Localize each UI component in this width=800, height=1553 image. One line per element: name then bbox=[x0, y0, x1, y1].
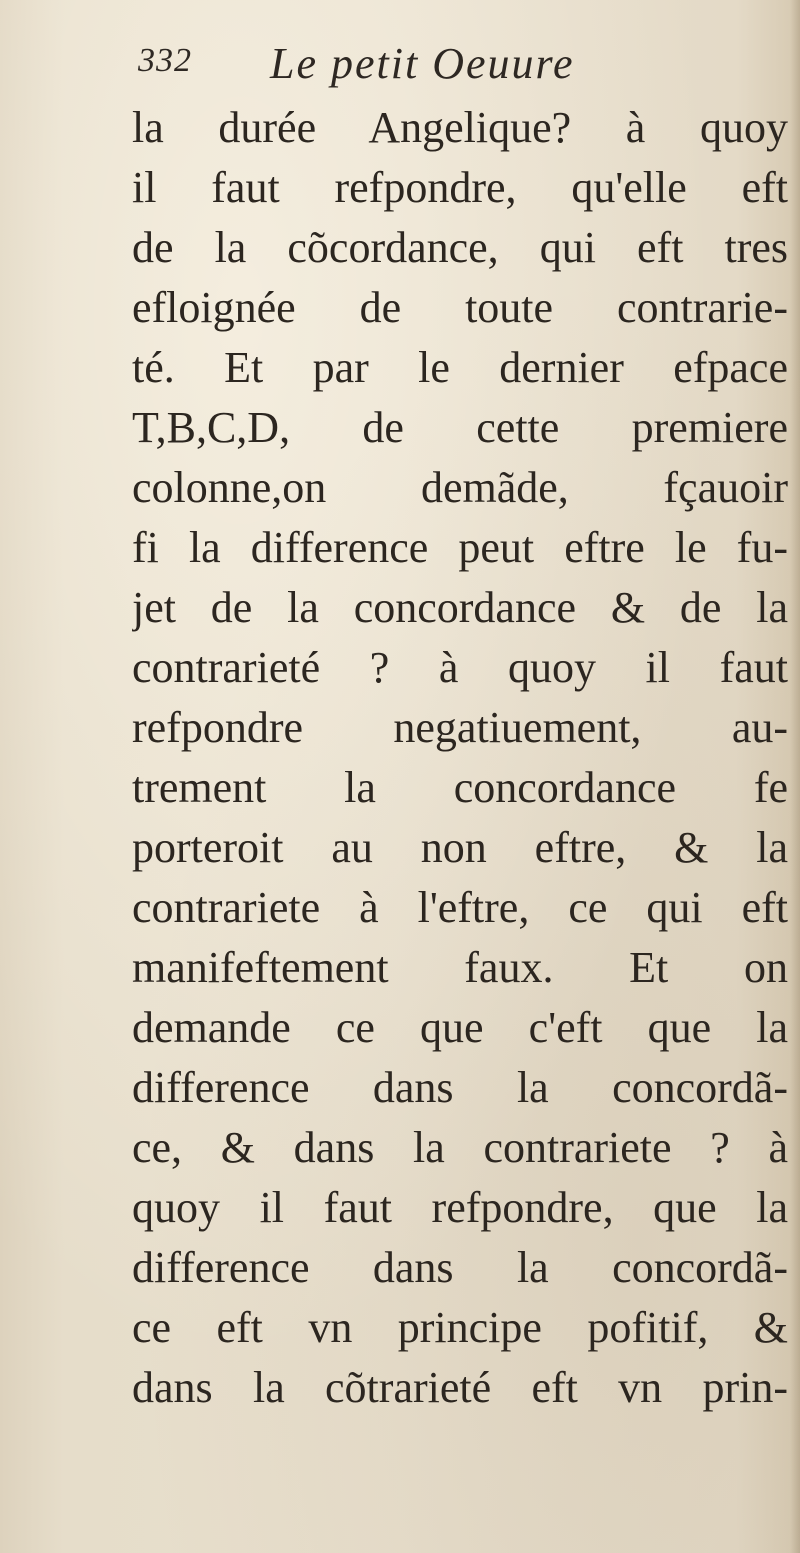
text-line: demande ce que c'eft que la bbox=[132, 1003, 788, 1052]
text-line: refpondre negatiuement, au- bbox=[132, 703, 788, 752]
text-line: ce eft vn principe pofitif, & bbox=[132, 1303, 788, 1352]
text-line: dans la cõtrarieté eft vn prin- bbox=[132, 1363, 788, 1412]
page-header bbox=[138, 38, 778, 98]
text-line: quoy il faut refpondre, que la bbox=[132, 1183, 788, 1232]
running-title: Le petit Oeuure bbox=[270, 39, 575, 88]
text-line: difference dans la concordã- bbox=[132, 1063, 788, 1112]
text-line: contrarieté ? à quoy il faut bbox=[132, 643, 788, 692]
text-line: contrariete à l'eftre, ce qui eft bbox=[132, 883, 788, 932]
text-line: difference dans la concordã- bbox=[132, 1243, 788, 1292]
page-number: 332 bbox=[138, 42, 192, 79]
text-line: manifeftement faux. Et on bbox=[132, 943, 788, 992]
text-line: colonne,on demãde, fçauoir bbox=[132, 463, 788, 512]
text-line: fi la difference peut eftre le fu- bbox=[132, 523, 788, 572]
text-line: la durée Angelique? à quoy bbox=[132, 103, 788, 152]
text-line: efloignée de toute contrarie- bbox=[132, 283, 788, 332]
text-line: porteroit au non eftre, & la bbox=[132, 823, 788, 872]
text-line: té. Et par le dernier efpace bbox=[132, 343, 788, 392]
text-line: trement la concordance fe bbox=[132, 763, 788, 812]
text-line: jet de la concordance & de la bbox=[132, 583, 788, 632]
text-line: il faut refpondre, qu'elle eft bbox=[132, 163, 788, 212]
page-edge-shadow bbox=[790, 0, 800, 1553]
text-line: ce, & dans la contrariete ? à bbox=[132, 1123, 788, 1172]
text-line: T,B,C,D, de cette premiere bbox=[132, 403, 788, 452]
text-line: de la cõcordance, qui eft tres bbox=[132, 223, 788, 272]
